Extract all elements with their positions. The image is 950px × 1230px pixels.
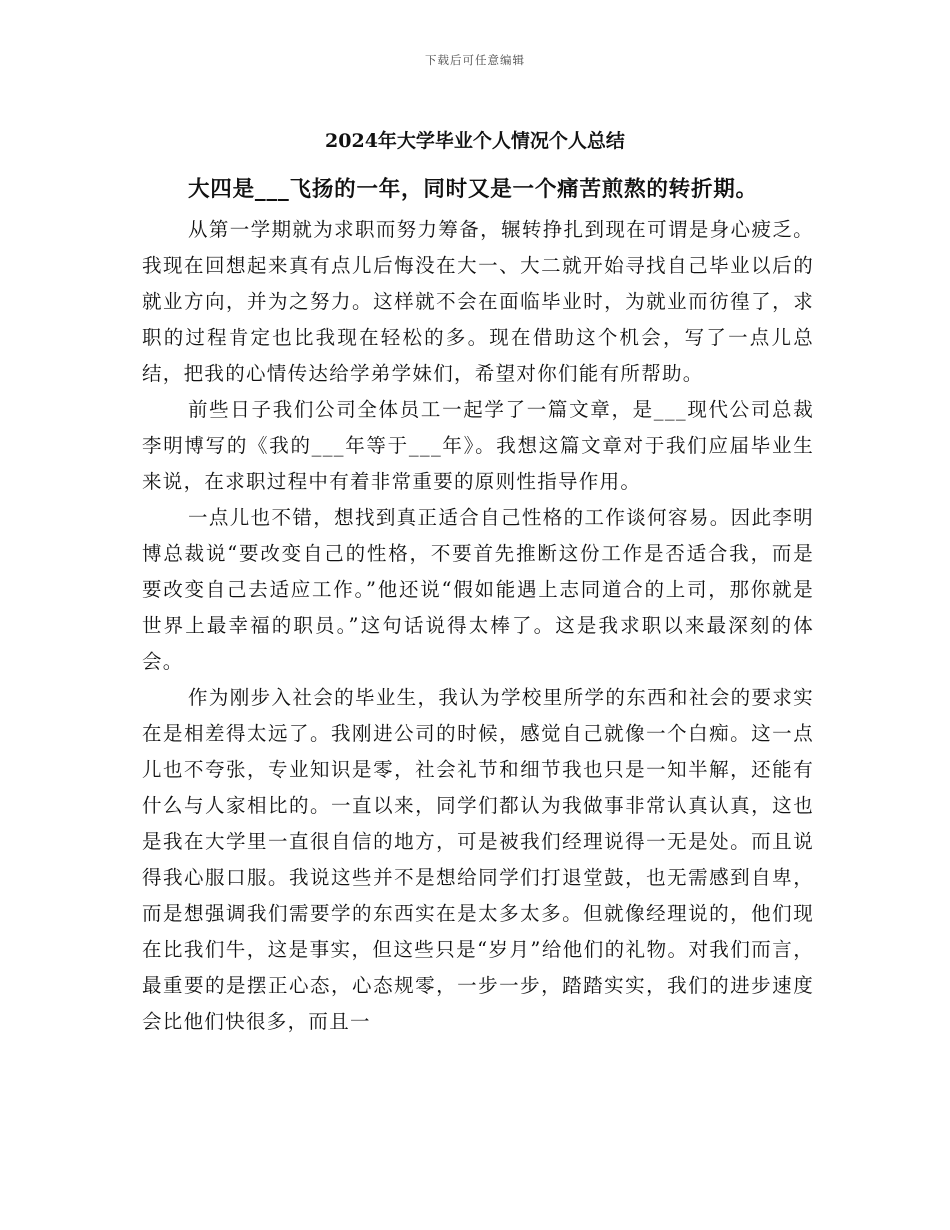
header-note: 下载后可任意编辑 [425,53,525,67]
paragraph: 一点儿也不错，想找到真正适合自己性格的工作谈何容易。因此李明博总裁说“要改变自己的性格，不要首先推断这份工作是否适合我，而是要改变自己去适应工作。”他还说“假如能遇上志同道合的上司，那你就是世界上最幸福的职员。”这句话说得太棒了。这是我求职以来最深刻的体会。 [142,506,814,673]
lead-sentence: 大四是___飞扬的一年，同时又是一个痛苦煎熬的转折期。 [188,177,758,202]
paragraph: 从第一学期就为求职而努力筹备，辗转挣扎到现在可谓是身心疲乏。我现在回想起来真有点儿后悔没在大一、大二就开始寻找自己毕业以后的就业方向，并为之努力。这样就不会在面临毕业时，为就业而彷徨了，求职的过程肯定也比我现在轻松的多。现在借助这个机会，写了一点儿总结，把我的心情传达给学弟学妹们，希望对你们能有所帮助。 [142,218,814,385]
paragraph: 作为刚步入社会的毕业生，我认为学校里所学的东西和社会的要求实在是相差得太远了。我刚进公司的时候，感觉自己就像一个白痴。这一点儿也不夸张，专业知识是零，社会礼节和细节我也只是一知半解，还能有什么与人家相比的。一直以来，同学们都认为我做事非常认真认真，这也是我在大学里一直很自信的地方，可是被我们经理说得一无是处。而且说得我心服口服。我说这些并不是想给同学们打退堂鼓，也无需感到自卑，而是想强调我们需要学的东西实在是太多太多。但就像经理说的，他们现在比我们牛，这是事实，但这些只是“岁月”给他们的礼物。对我们而言，最重要的是摆正心态，心态规零，一步一步，踏踏实实，我们的进步速度会比他们快很多，而且一 [142,686,814,1033]
document-title: 2024年大学毕业个人情况个人总结 [325,130,625,152]
document-body [142,212,814,1040]
paragraph: 前些日子我们公司全体员工一起学了一篇文章，是___现代公司总裁李明博写的《我的___年等于___年》。我想这篇文章对于我们应届毕业生来说，在求职过程中有着非常重要的原则性指导作用。 [142,398,814,493]
